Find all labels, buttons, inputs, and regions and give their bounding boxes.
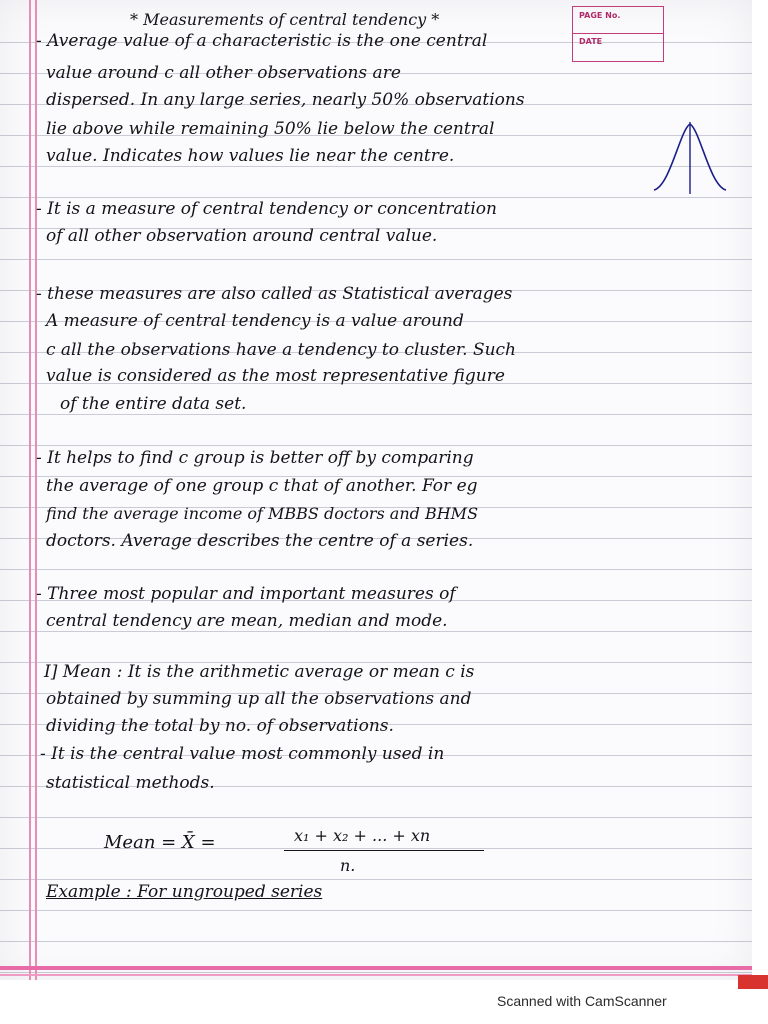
date-label: DATE [579,37,603,46]
note-line: doctors. Average describes the centre of a series. [46,531,474,551]
margin-line-left [29,0,31,980]
note-line: obtained by summing up all the observations and [46,689,472,709]
note-line: - Three most popular and important measures of [36,584,456,604]
example-heading: Example : For ungrouped series [46,882,323,902]
scanner-watermark: Scanned with CamScanner [497,993,667,1009]
corner-mark [738,975,768,989]
note-line: value is considered as the most representative figure [46,366,505,386]
note-line: A measure of central tendency is a value around [46,311,464,331]
formula-left: Mean = X̄ = [104,832,216,853]
formula-denominator: n. [340,856,356,875]
note-line: the average of one group c that of another. For eg [46,476,478,496]
note-line: - It helps to find c group is better off by comparing [36,448,474,468]
note-line: statistical methods. [46,773,215,793]
note-line: - It is the central value most commonly used in [40,744,445,764]
bottom-band-thin [0,974,752,976]
note-line: of all other observation around central value. [46,226,438,246]
note-line: I] Mean : It is the arithmetic average or mean c is [44,662,475,682]
note-line: c all the observations have a tendency to cluster. Such [46,340,517,360]
note-line: dispersed. In any large series, nearly 50% observations [46,90,525,110]
bottom-band [0,966,752,970]
note-line: central tendency are mean, median and mode. [46,611,448,631]
box-divider [573,33,663,34]
note-line: - these measures are also called as Statistical averages [36,284,513,304]
note-line: value around c all other observations are [46,63,401,83]
note-line: dividing the total by no. of observations. [46,716,394,736]
note-line: - It is a measure of central tendency or concentration [36,199,497,219]
page-date-box [572,6,664,62]
note-line: find the average income of MBBS doctors and BHMS [46,504,479,523]
formula-numerator: x₁ + x₂ + ... + xn [294,826,431,845]
page-no-label: PAGE No. [579,11,621,20]
margin-line-right [35,0,37,980]
bell-curve-sketch [650,120,730,200]
note-line: - Average value of a characteristic is the one central [36,31,488,51]
page-title: * Measurements of central tendency * [130,10,440,29]
note-line: of the entire data set. [60,394,247,414]
note-line: value. Indicates how values lie near the centre. [46,146,455,166]
note-line: lie above while remaining 50% lie below the central [46,119,495,139]
fraction-bar [284,850,484,851]
